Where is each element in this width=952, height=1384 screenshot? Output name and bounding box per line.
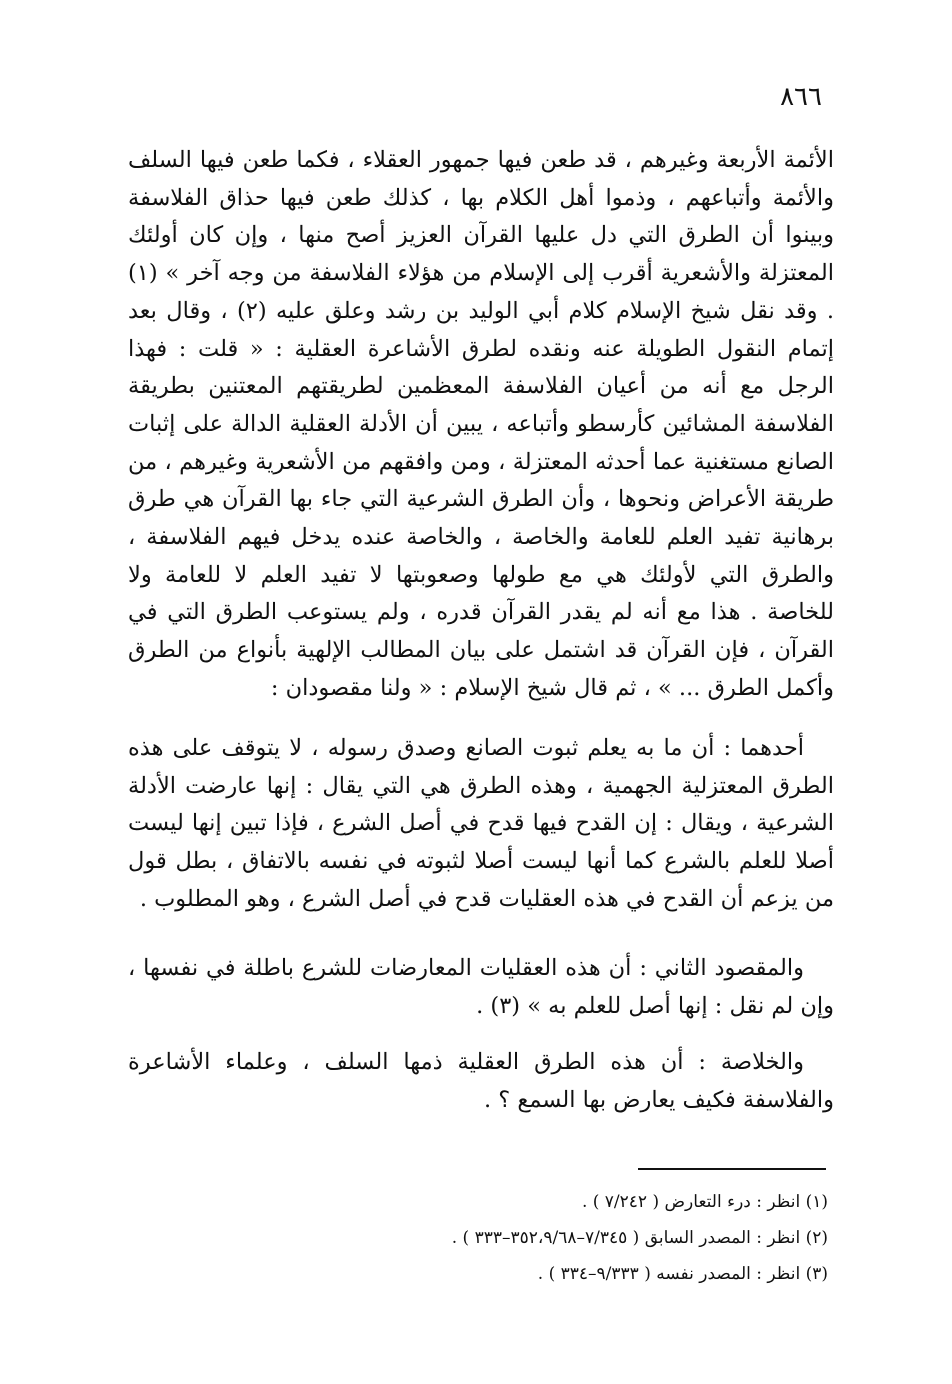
footnote-1: (١) انظر : درء التعارض ( ٧/٢٤٢ ) . — [581, 1192, 828, 1212]
page-number: ٨٦٦ — [780, 82, 822, 112]
body-paragraph-3: والمقصود الثاني : أن هذه العقليات المعارضات للشرع باطلة في نفسها ، وإن لم نقل : إنها أصل للعلم به » (٣) . — [128, 955, 834, 1019]
body-paragraph-1: الأئمة الأربعة وغيرهم ، قد طعن فيها جمهور العقلاء ، فكما طعن فيها السلف والأئمة وأتباعهم ، وذموا أهل الكلام بها ، كذلك طعن فيها حذاق الفلاسفة وبينوا أن الطرق التي دل عليها القرآن العزيز أصح منها ، وإن كان أولئك المعتزلة والأشعرية أقرب إلى الإسلام من هؤلاء الفلاسفة من وجه آخر » (١) . وقد نقل شيخ الإسلام كلام أبي الوليد بن رشد وعلق عليه (٢) ، وقال بعد إتمام النقول الطويلة عنه ونقده لطرق الأشاعرة العقلية : « قلت : فهذا الرجل مع أنه من أعيان الفلاسفة المعظمين لطريقتهم المعتنين بطريقة الفلاسفة المشائين كأرسطو وأتباعه ، يبين أن الأدلة العقلية الدالة على إثبات الصانع مستغنية عما أحدثه المعتزلة ، ومن وافقهم من الأشعرية وغيرهم ، من طريقة الأعراض ونحوها ، وأن الطرق الشرعية التي جاء بها القرآن هي طرق برهانية تفيد العلم للعامة والخاصة ، والخاصة عنده يدخل فيهم الفلاسفة ، والطرق التي لأولئك هي مع طولها وصعوبتها لا تفيد العلم لا للعامة ولا للخاصة . هذا مع أنه لم يقدر القرآن قدره ، ولم يستوعب الطرق التي في القرآن ، فإن القرآن قد اشتمل على بيان المطالب الإلهية بأنواع من الطرق وأكمل الطرق ... » ، ثم قال شيخ الإسلام : « ولنا مقصودان : — [128, 147, 834, 701]
body-paragraph-2: أحدهما : أن ما به يعلم ثبوت الصانع وصدق رسوله ، لا يتوقف على هذه الطرق المعتزلية الجهمية ، وهذه الطرق هي التي يقال : إنها عارضت الأدلة الشرعية ، ويقال : إن القدح فيها قدح في أصل الشرع ، فإذا تبين إنها ليست أصلا للعلم بالشرع كما أنها ليست أصلا لثبوته في نفسه بالاتفاق ، بطل قول من يزعم أن القدح في هذه العقليات قدح في أصل الشرع ، وهو المطلوب . — [128, 735, 834, 912]
footnote-2: (٢) انظر : المصدر السابق ( ٧/٣٤٥–٣٥٢،٩/٦٨–٣٣٣ ) . — [451, 1228, 828, 1248]
footnote-3: (٣) انظر : المصدر نفسه ( ٩/٣٣٣–٣٣٤ ) . — [537, 1264, 828, 1284]
footnote-divider — [638, 1168, 826, 1170]
footnotes-list — [300, 1184, 828, 1292]
body-paragraph-4: والخلاصة : أن هذه الطرق العقلية ذمها السلف ، وعلماء الأشاعرة والفلاسفة فكيف يعارض بها السمع ؟ . — [128, 1049, 834, 1113]
